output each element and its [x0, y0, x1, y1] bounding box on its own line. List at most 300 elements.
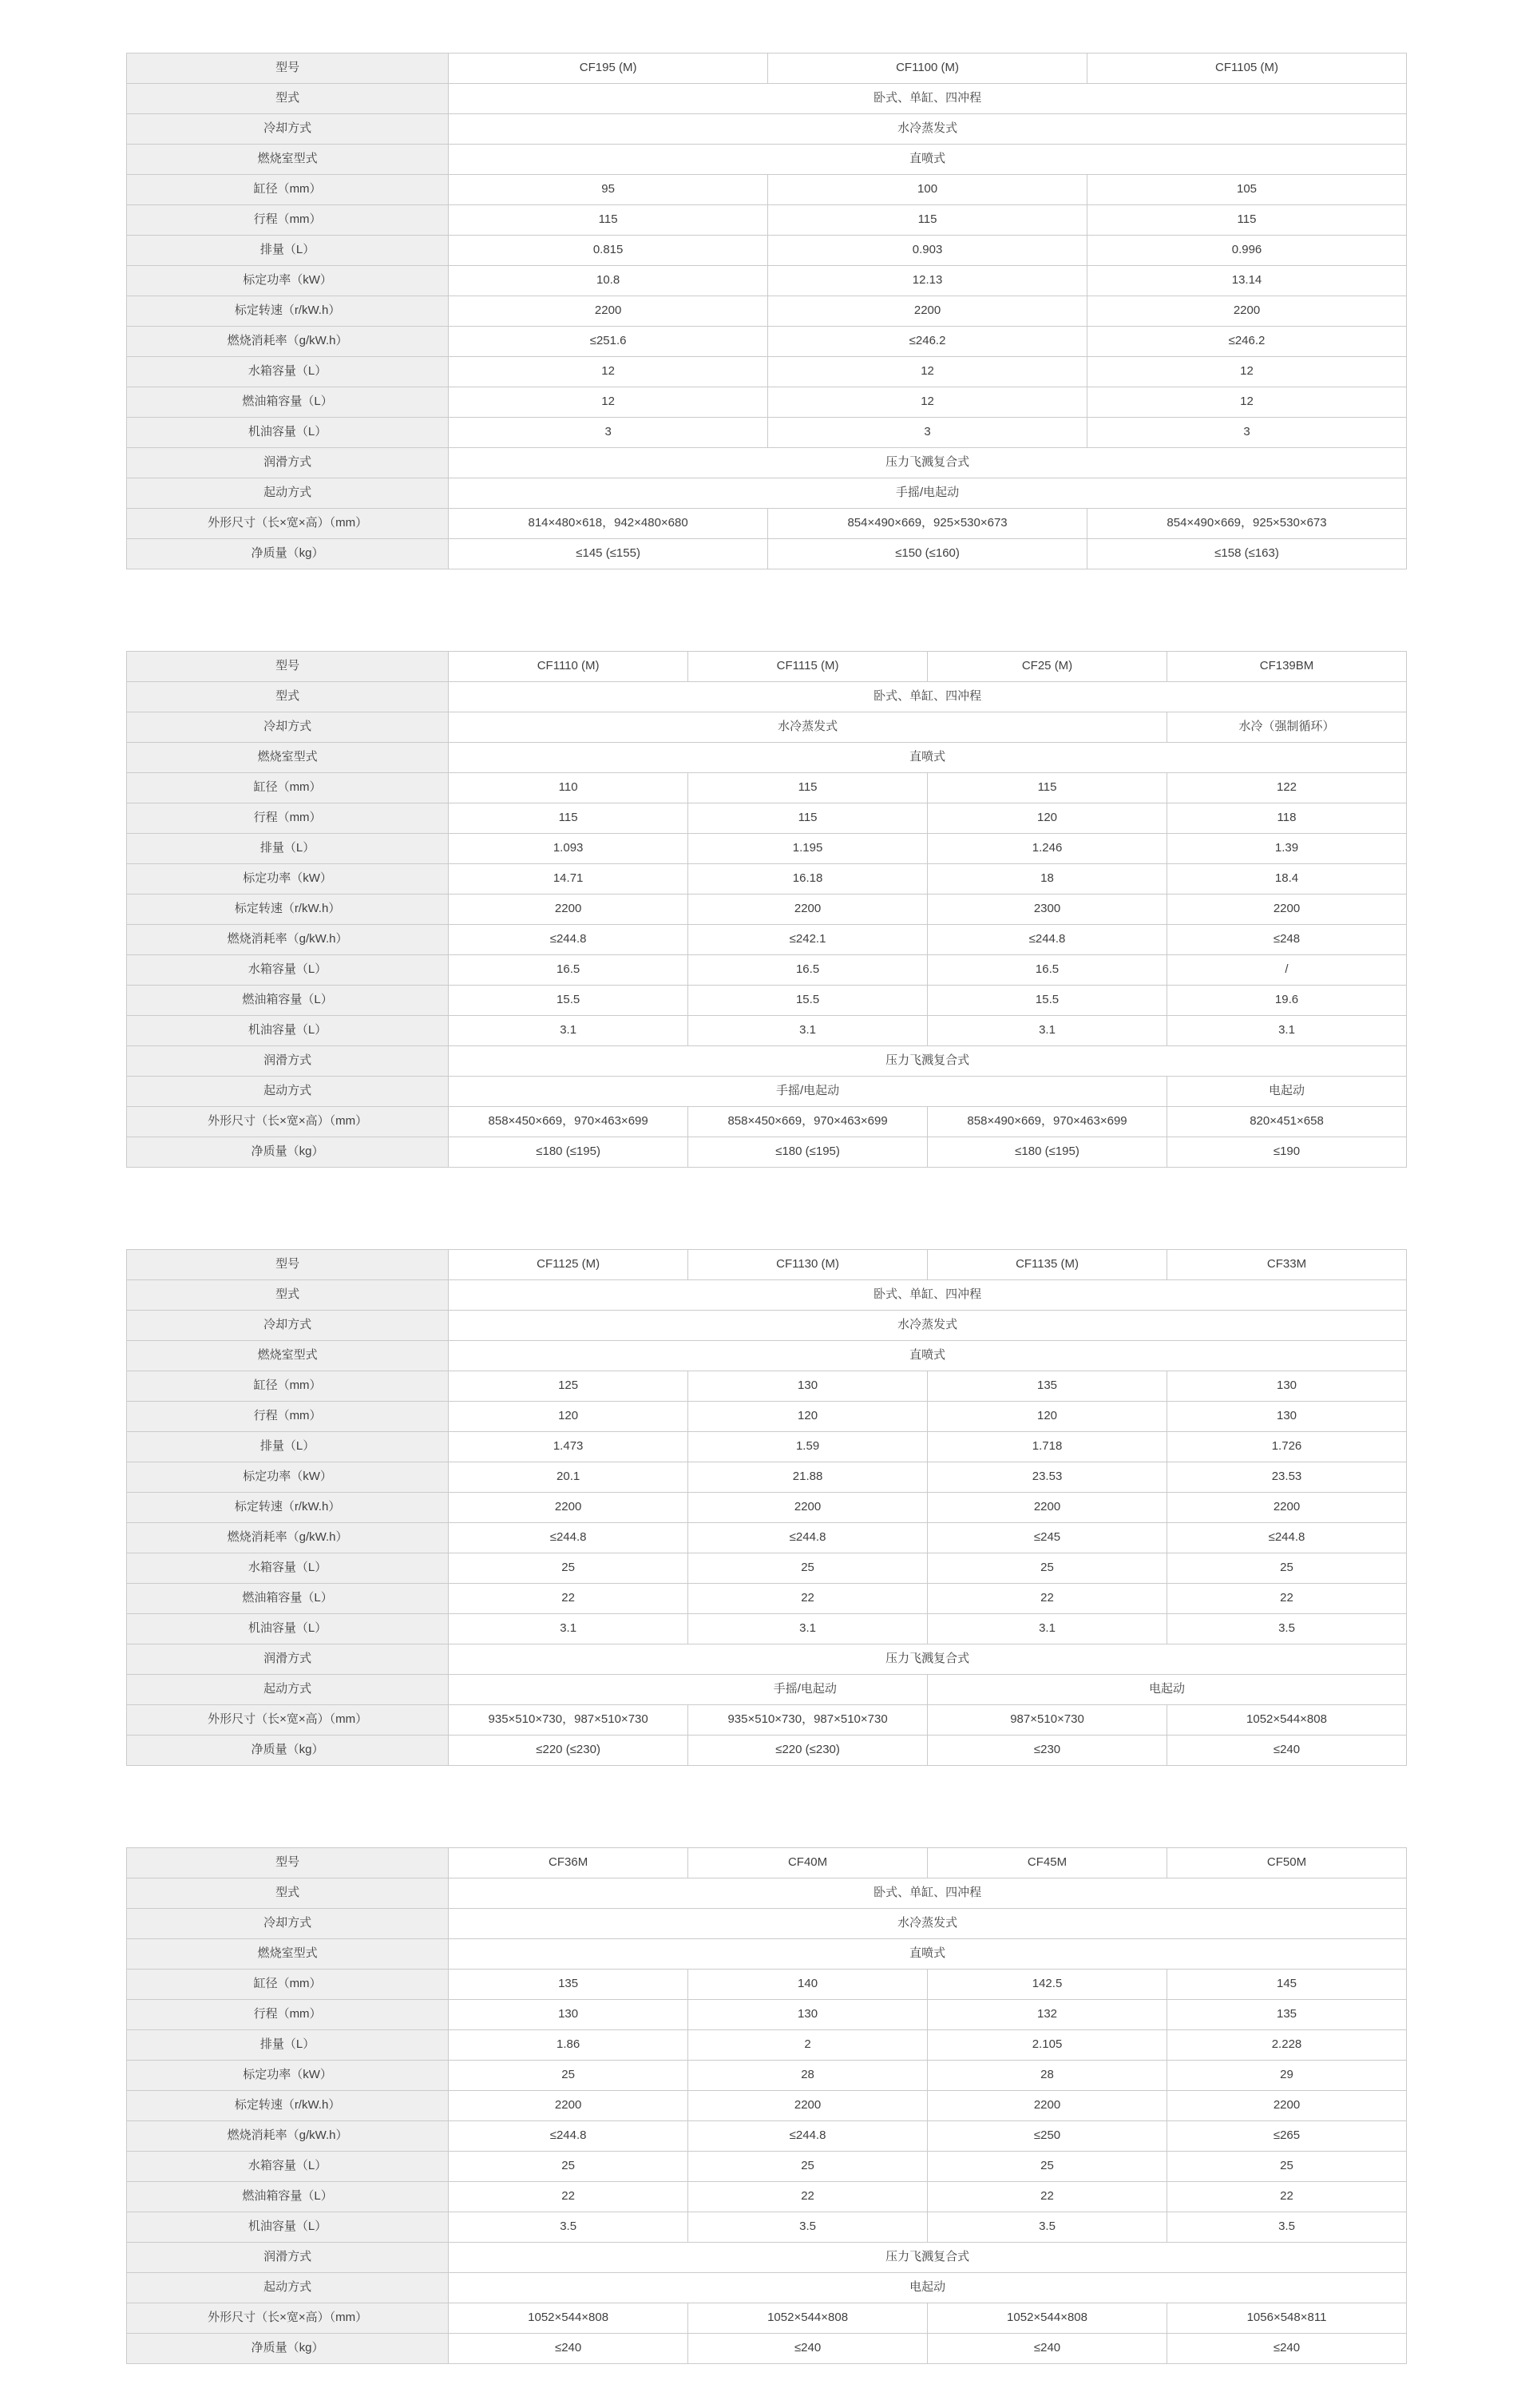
spec-row-lubrication	[127, 1046, 1407, 1077]
cell-dimensions-2: 935×510×730，987×510×730	[688, 1705, 928, 1736]
row-label-dimensions: 外形尺寸（长×宽×高）（mm）	[127, 1705, 449, 1736]
row-label-water-tank: 水箱容量（L）	[127, 357, 449, 387]
spec-row-starting	[127, 478, 1407, 509]
spec-table-4	[126, 1847, 1407, 2364]
cell-bore-2: 140	[688, 1970, 928, 2000]
cell-model-1: CF195 (M)	[449, 54, 768, 84]
cell-model-3: CF1105 (M)	[1087, 54, 1407, 84]
row-label-stroke: 行程（mm）	[127, 2000, 449, 2030]
row-label-water-tank: 水箱容量（L）	[127, 955, 449, 986]
cell-starting-1: 电起动	[449, 2273, 1407, 2303]
cell-bore-4: 130	[1167, 1371, 1407, 1402]
cell-oil-capacity-3: 3.5	[928, 2212, 1167, 2243]
cell-oil-capacity-4: 3.1	[1167, 1016, 1407, 1046]
cell-rated-speed-3: 2200	[928, 1493, 1167, 1523]
row-label-dimensions: 外形尺寸（长×宽×高）（mm）	[127, 2303, 449, 2334]
cell-rated-power-4: 18.4	[1167, 864, 1407, 895]
cell-model-2: CF1100 (M)	[768, 54, 1087, 84]
spec-row-rated-power	[127, 1462, 1407, 1493]
row-label-oil-capacity: 机油容量（L）	[127, 1614, 449, 1644]
cell-rated-power-1: 20.1	[449, 1462, 688, 1493]
row-label-water-tank: 水箱容量（L）	[127, 2152, 449, 2182]
cell-fuel-tank-2: 12	[768, 387, 1087, 418]
row-label-net-weight: 净质量（kg）	[127, 539, 449, 569]
cell-bore-2: 100	[768, 175, 1087, 205]
cell-bore-1: 135	[449, 1970, 688, 2000]
cell-stroke-1: 130	[449, 2000, 688, 2030]
cell-oil-capacity-1: 3.1	[449, 1016, 688, 1046]
cell-rated-speed-4: 2200	[1167, 895, 1407, 925]
row-label-fuel-tank: 燃油箱容量（L）	[127, 986, 449, 1016]
cell-dimensions-4: 1056×548×811	[1167, 2303, 1407, 2334]
cell-displacement-3: 1.246	[928, 834, 1167, 864]
cell-net-weight-4: ≤240	[1167, 2334, 1407, 2364]
spec-row-starting	[127, 1675, 1407, 1705]
cell-dimensions-1: 935×510×730，987×510×730	[449, 1705, 688, 1736]
cell-water-tank-3: 25	[928, 2152, 1167, 2182]
cell-rated-speed-3: 2200	[1087, 296, 1407, 327]
cell-model-1: CF1125 (M)	[449, 1250, 688, 1280]
cell-water-tank-3: 12	[1087, 357, 1407, 387]
cell-net-weight-1: ≤240	[449, 2334, 688, 2364]
spec-row-water-tank	[127, 2152, 1407, 2182]
row-label-displacement: 排量（L）	[127, 1432, 449, 1462]
spec-row-bore	[127, 1371, 1407, 1402]
cell-net-weight-3: ≤180 (≤195)	[928, 1137, 1167, 1168]
cell-net-weight-3: ≤240	[928, 2334, 1167, 2364]
cell-cooling-1: 水冷蒸发式	[449, 1311, 1407, 1341]
cell-stroke-1: 115	[449, 803, 688, 834]
cell-dimensions-2: 1052×544×808	[688, 2303, 928, 2334]
spec-row-water-tank	[127, 955, 1407, 986]
cell-fuel-tank-1: 12	[449, 387, 768, 418]
spec-row-model	[127, 1848, 1407, 1878]
row-label-type: 型式	[127, 682, 449, 712]
row-label-net-weight: 净质量（kg）	[127, 2334, 449, 2364]
row-label-net-weight: 净质量（kg）	[127, 1736, 449, 1766]
cell-cooling-1: 水冷蒸发式	[449, 712, 1167, 743]
spec-row-net-weight	[127, 1137, 1407, 1168]
spec-row-bore	[127, 1970, 1407, 2000]
cell-rated-power-4: 29	[1167, 2061, 1407, 2091]
cell-fuel-tank-4: 22	[1167, 2182, 1407, 2212]
cell-displacement-3: 2.105	[928, 2030, 1167, 2061]
row-label-lubrication: 润滑方式	[127, 1046, 449, 1077]
cell-water-tank-4: 25	[1167, 2152, 1407, 2182]
cell-fuel-tank-3: 22	[928, 1584, 1167, 1614]
cell-oil-capacity-3: 3.1	[928, 1614, 1167, 1644]
cell-fuel-consumption-3: ≤246.2	[1087, 327, 1407, 357]
cell-bore-3: 115	[928, 773, 1167, 803]
row-label-cooling: 冷却方式	[127, 712, 449, 743]
cell-model-4: CF33M	[1167, 1250, 1407, 1280]
cell-type-1: 卧式、单缸、四冲程	[449, 1878, 1407, 1909]
cell-type-1: 卧式、单缸、四冲程	[449, 682, 1407, 712]
cell-oil-capacity-3: 3.1	[928, 1016, 1167, 1046]
cell-rated-power-4: 23.53	[1167, 1462, 1407, 1493]
cell-water-tank-1: 12	[449, 357, 768, 387]
cell-rated-speed-4: 2200	[1167, 1493, 1407, 1523]
spec-row-fuel-consumption	[127, 2121, 1407, 2152]
cell-starting-1: 手摇/电起动	[449, 1077, 1167, 1107]
cell-rated-speed-3: 2200	[928, 2091, 1167, 2121]
cell-stroke-2: 115	[688, 803, 928, 834]
cell-fuel-tank-1: 22	[449, 2182, 688, 2212]
spec-row-fuel-tank	[127, 1584, 1407, 1614]
cell-net-weight-1: ≤220 (≤230)	[449, 1736, 688, 1766]
cell-water-tank-1: 25	[449, 2152, 688, 2182]
cell-stroke-1: 120	[449, 1402, 688, 1432]
row-label-rated-speed: 标定转速（r/kW.h）	[127, 296, 449, 327]
cell-dimensions-1: 1052×544×808	[449, 2303, 688, 2334]
spec-row-bore	[127, 175, 1407, 205]
cell-water-tank-4: /	[1167, 955, 1407, 986]
cell-dimensions-1: 814×480×618，942×480×680	[449, 509, 768, 539]
spec-row-lubrication	[127, 1644, 1407, 1675]
cell-rated-power-1: 25	[449, 2061, 688, 2091]
row-label-starting: 起动方式	[127, 1077, 449, 1107]
spec-row-lubrication	[127, 2243, 1407, 2273]
cell-combustion-chamber-1: 直喷式	[449, 145, 1407, 175]
row-label-model: 型号	[127, 1848, 449, 1878]
cell-stroke-2: 130	[688, 2000, 928, 2030]
cell-model-3: CF45M	[928, 1848, 1167, 1878]
spec-row-stroke	[127, 803, 1407, 834]
cell-displacement-4: 1.39	[1167, 834, 1407, 864]
cell-net-weight-1: ≤180 (≤195)	[449, 1137, 688, 1168]
row-label-fuel-tank: 燃油箱容量（L）	[127, 1584, 449, 1614]
spec-row-fuel-tank	[127, 387, 1407, 418]
cell-combustion-chamber-1: 直喷式	[449, 1939, 1407, 1970]
cell-bore-4: 145	[1167, 1970, 1407, 2000]
row-label-dimensions: 外形尺寸（长×宽×高）（mm）	[127, 1107, 449, 1137]
row-label-water-tank: 水箱容量（L）	[127, 1553, 449, 1584]
spec-table-1	[126, 53, 1407, 569]
cell-net-weight-3: ≤158 (≤163)	[1087, 539, 1407, 569]
cell-fuel-tank-3: 22	[928, 2182, 1167, 2212]
cell-model-2: CF1115 (M)	[688, 652, 928, 682]
row-label-fuel-tank: 燃油箱容量（L）	[127, 2182, 449, 2212]
cell-oil-capacity-1: 3	[449, 418, 768, 448]
cell-type-1: 卧式、单缸、四冲程	[449, 1280, 1407, 1311]
cell-net-weight-2: ≤180 (≤195)	[688, 1137, 928, 1168]
cell-rated-power-1: 14.71	[449, 864, 688, 895]
spec-row-starting	[127, 2273, 1407, 2303]
spec-row-oil-capacity	[127, 2212, 1407, 2243]
spec-row-displacement	[127, 834, 1407, 864]
row-label-displacement: 排量（L）	[127, 2030, 449, 2061]
cell-model-2: CF40M	[688, 1848, 928, 1878]
spec-row-rated-power	[127, 266, 1407, 296]
cell-water-tank-3: 25	[928, 1553, 1167, 1584]
cell-bore-1: 95	[449, 175, 768, 205]
row-label-combustion-chamber: 燃烧室型式	[127, 743, 449, 773]
spec-row-dimensions	[127, 509, 1407, 539]
row-label-combustion-chamber: 燃烧室型式	[127, 1939, 449, 1970]
cell-rated-speed-1: 2200	[449, 895, 688, 925]
row-label-rated-speed: 标定转速（r/kW.h）	[127, 2091, 449, 2121]
cell-stroke-2: 120	[688, 1402, 928, 1432]
cell-bore-1: 110	[449, 773, 688, 803]
spec-tables-container	[126, 53, 1407, 2364]
cell-oil-capacity-2: 3.1	[688, 1016, 928, 1046]
cell-displacement-2: 1.59	[688, 1432, 928, 1462]
cell-bore-4: 122	[1167, 773, 1407, 803]
cell-rated-speed-3: 2300	[928, 895, 1167, 925]
cell-lubrication-1: 压力飞溅复合式	[449, 1046, 1407, 1077]
cell-fuel-consumption-2: ≤244.8	[688, 1523, 928, 1553]
cell-fuel-consumption-1: ≤244.8	[449, 2121, 688, 2152]
cell-lubrication-1: 压力飞溅复合式	[449, 2243, 1407, 2273]
row-label-rated-power: 标定功率（kW）	[127, 2061, 449, 2091]
spec-row-starting	[127, 1077, 1407, 1107]
cell-water-tank-2: 16.5	[688, 955, 928, 986]
spec-row-net-weight	[127, 1736, 1407, 1766]
spec-row-type	[127, 84, 1407, 114]
cell-combustion-chamber-1: 直喷式	[449, 1341, 1407, 1371]
cell-stroke-3: 120	[928, 1402, 1167, 1432]
cell-fuel-consumption-3: ≤244.8	[928, 925, 1167, 955]
cell-dimensions-3: 858×490×669，970×463×699	[928, 1107, 1167, 1137]
cell-fuel-consumption-1: ≤244.8	[449, 925, 688, 955]
row-label-lubrication: 润滑方式	[127, 1644, 449, 1675]
spec-row-net-weight	[127, 2334, 1407, 2364]
cell-fuel-consumption-3: ≤250	[928, 2121, 1167, 2152]
cell-bore-3: 105	[1087, 175, 1407, 205]
spec-row-water-tank	[127, 1553, 1407, 1584]
cell-oil-capacity-2: 3	[768, 418, 1087, 448]
cell-model-1: CF1110 (M)	[449, 652, 688, 682]
row-label-oil-capacity: 机油容量（L）	[127, 418, 449, 448]
cell-model-2: CF1130 (M)	[688, 1250, 928, 1280]
row-label-starting: 起动方式	[127, 478, 449, 509]
cell-stroke-4: 130	[1167, 1402, 1407, 1432]
cell-rated-power-2: 28	[688, 2061, 928, 2091]
row-label-rated-power: 标定功率（kW）	[127, 266, 449, 296]
spec-row-type	[127, 1280, 1407, 1311]
spec-row-type	[127, 682, 1407, 712]
row-label-net-weight: 净质量（kg）	[127, 1137, 449, 1168]
spec-row-cooling	[127, 114, 1407, 145]
row-label-stroke: 行程（mm）	[127, 1402, 449, 1432]
row-label-starting: 起动方式	[127, 1675, 449, 1705]
row-label-bore: 缸径（mm）	[127, 773, 449, 803]
row-label-fuel-tank: 燃油箱容量（L）	[127, 387, 449, 418]
cell-oil-capacity-1: 3.1	[449, 1614, 688, 1644]
cell-fuel-consumption-2: ≤244.8	[688, 2121, 928, 2152]
cell-fuel-tank-4: 22	[1167, 1584, 1407, 1614]
spec-row-fuel-consumption	[127, 925, 1407, 955]
row-label-fuel-consumption: 燃烧消耗率（g/kW.h）	[127, 1523, 449, 1553]
row-label-fuel-consumption: 燃烧消耗率（g/kW.h）	[127, 2121, 449, 2152]
cell-rated-power-2: 21.88	[688, 1462, 928, 1493]
cell-model-4: CF50M	[1167, 1848, 1407, 1878]
cell-net-weight-2: ≤150 (≤160)	[768, 539, 1087, 569]
cell-rated-speed-2: 2200	[688, 1493, 928, 1523]
spec-row-model	[127, 54, 1407, 84]
cell-stroke-1: 115	[449, 205, 768, 236]
cell-fuel-consumption-4: ≤265	[1167, 2121, 1407, 2152]
spec-row-model	[127, 1250, 1407, 1280]
cell-oil-capacity-3: 3	[1087, 418, 1407, 448]
spec-row-dimensions	[127, 1705, 1407, 1736]
spec-row-type	[127, 1878, 1407, 1909]
cell-fuel-consumption-2: ≤242.1	[688, 925, 928, 955]
cell-fuel-tank-2: 15.5	[688, 986, 928, 1016]
cell-combustion-chamber-1: 直喷式	[449, 743, 1407, 773]
row-label-type: 型式	[127, 1878, 449, 1909]
cell-fuel-consumption-4: ≤248	[1167, 925, 1407, 955]
spec-row-rated-speed	[127, 895, 1407, 925]
spec-row-fuel-tank	[127, 986, 1407, 1016]
cell-stroke-3: 120	[928, 803, 1167, 834]
cell-text: 手摇/电起动	[773, 1682, 837, 1696]
row-label-combustion-chamber: 燃烧室型式	[127, 145, 449, 175]
row-label-stroke: 行程（mm）	[127, 205, 449, 236]
row-label-rated-speed: 标定转速（r/kW.h）	[127, 895, 449, 925]
spec-row-dimensions	[127, 1107, 1407, 1137]
cell-net-weight-4: ≤240	[1167, 1736, 1407, 1766]
cell-displacement-2: 1.195	[688, 834, 928, 864]
cell-displacement-2: 0.903	[768, 236, 1087, 266]
spec-row-stroke	[127, 1402, 1407, 1432]
cell-net-weight-4: ≤190	[1167, 1137, 1407, 1168]
cell-water-tank-4: 25	[1167, 1553, 1407, 1584]
cell-net-weight-3: ≤230	[928, 1736, 1167, 1766]
row-label-model: 型号	[127, 1250, 449, 1280]
row-label-bore: 缸径（mm）	[127, 1970, 449, 2000]
row-label-starting: 起动方式	[127, 2273, 449, 2303]
cell-stroke-3: 132	[928, 2000, 1167, 2030]
cell-displacement-3: 1.718	[928, 1432, 1167, 1462]
spec-row-cooling	[127, 1909, 1407, 1939]
cell-rated-power-3: 18	[928, 864, 1167, 895]
cell-fuel-tank-1: 22	[449, 1584, 688, 1614]
spec-row-model	[127, 652, 1407, 682]
spec-row-rated-speed	[127, 2091, 1407, 2121]
cell-bore-2: 115	[688, 773, 928, 803]
cell-water-tank-2: 25	[688, 2152, 928, 2182]
spec-row-combustion-chamber	[127, 145, 1407, 175]
cell-model-3: CF1135 (M)	[928, 1250, 1167, 1280]
cell-water-tank-2: 12	[768, 357, 1087, 387]
cell-oil-capacity-4: 3.5	[1167, 2212, 1407, 2243]
cell-displacement-1: 0.815	[449, 236, 768, 266]
cell-displacement-4: 2.228	[1167, 2030, 1407, 2061]
row-label-oil-capacity: 机油容量（L）	[127, 2212, 449, 2243]
cell-rated-power-1: 10.8	[449, 266, 768, 296]
cell-rated-power-3: 28	[928, 2061, 1167, 2091]
cell-fuel-consumption-1: ≤251.6	[449, 327, 768, 357]
cell-rated-speed-1: 2200	[449, 2091, 688, 2121]
cell-dimensions-1: 858×450×669，970×463×699	[449, 1107, 688, 1137]
cell-displacement-4: 1.726	[1167, 1432, 1407, 1462]
cell-rated-power-2: 16.18	[688, 864, 928, 895]
cell-rated-power-3: 23.53	[928, 1462, 1167, 1493]
cell-bore-3: 135	[928, 1371, 1167, 1402]
spec-row-oil-capacity	[127, 1614, 1407, 1644]
cell-water-tank-3: 16.5	[928, 955, 1167, 986]
cell-stroke-4: 118	[1167, 803, 1407, 834]
cell-bore-1: 125	[449, 1371, 688, 1402]
spec-row-combustion-chamber	[127, 1341, 1407, 1371]
cell-fuel-tank-2: 22	[688, 2182, 928, 2212]
cell-net-weight-1: ≤145 (≤155)	[449, 539, 768, 569]
cell-dimensions-2: 854×490×669，925×530×673	[768, 509, 1087, 539]
cell-net-weight-2: ≤240	[688, 2334, 928, 2364]
cell-dimensions-3: 1052×544×808	[928, 2303, 1167, 2334]
row-label-stroke: 行程（mm）	[127, 803, 449, 834]
spec-row-fuel-tank	[127, 2182, 1407, 2212]
cell-displacement-1: 1.093	[449, 834, 688, 864]
spec-row-cooling	[127, 1311, 1407, 1341]
row-label-model: 型号	[127, 652, 449, 682]
spec-row-rated-power	[127, 2061, 1407, 2091]
cell-fuel-tank-2: 22	[688, 1584, 928, 1614]
cell-starting-1	[449, 1675, 928, 1705]
cell-displacement-1: 1.86	[449, 2030, 688, 2061]
cell-lubrication-1: 压力飞溅复合式	[449, 448, 1407, 478]
cell-model-4: CF139BM	[1167, 652, 1407, 682]
cell-stroke-4: 135	[1167, 2000, 1407, 2030]
row-label-cooling: 冷却方式	[127, 1311, 449, 1341]
cell-water-tank-2: 25	[688, 1553, 928, 1584]
cell-net-weight-2: ≤220 (≤230)	[688, 1736, 928, 1766]
cell-dimensions-2: 858×450×669，970×463×699	[688, 1107, 928, 1137]
cell-dimensions-4: 1052×544×808	[1167, 1705, 1407, 1736]
cell-fuel-tank-3: 15.5	[928, 986, 1167, 1016]
cell-fuel-tank-4: 19.6	[1167, 986, 1407, 1016]
row-label-dimensions: 外形尺寸（长×宽×高）（mm）	[127, 509, 449, 539]
cell-displacement-2: 2	[688, 2030, 928, 2061]
cell-model-3: CF25 (M)	[928, 652, 1167, 682]
cell-bore-3: 142.5	[928, 1970, 1167, 2000]
cell-displacement-1: 1.473	[449, 1432, 688, 1462]
row-label-displacement: 排量（L）	[127, 236, 449, 266]
spec-row-lubrication	[127, 448, 1407, 478]
spec-row-oil-capacity	[127, 1016, 1407, 1046]
row-label-rated-power: 标定功率（kW）	[127, 864, 449, 895]
cell-dimensions-3: 987×510×730	[928, 1705, 1167, 1736]
spec-row-stroke	[127, 2000, 1407, 2030]
cell-rated-power-3: 13.14	[1087, 266, 1407, 296]
spec-row-rated-speed	[127, 1493, 1407, 1523]
cell-cooling-1: 水冷蒸发式	[449, 114, 1407, 145]
cell-fuel-consumption-2: ≤246.2	[768, 327, 1087, 357]
spec-row-water-tank	[127, 357, 1407, 387]
spec-row-dimensions	[127, 2303, 1407, 2334]
cell-oil-capacity-1: 3.5	[449, 2212, 688, 2243]
cell-displacement-3: 0.996	[1087, 236, 1407, 266]
row-label-type: 型式	[127, 1280, 449, 1311]
spec-row-fuel-consumption	[127, 1523, 1407, 1553]
spec-row-net-weight	[127, 539, 1407, 569]
cell-water-tank-1: 16.5	[449, 955, 688, 986]
spec-row-combustion-chamber	[127, 743, 1407, 773]
spec-row-rated-speed	[127, 296, 1407, 327]
spec-row-fuel-consumption	[127, 327, 1407, 357]
cell-type-1: 卧式、单缸、四冲程	[449, 84, 1407, 114]
row-label-oil-capacity: 机油容量（L）	[127, 1016, 449, 1046]
cell-fuel-tank-3: 12	[1087, 387, 1407, 418]
cell-rated-power-2: 12.13	[768, 266, 1087, 296]
row-label-combustion-chamber: 燃烧室型式	[127, 1341, 449, 1371]
cell-rated-speed-2: 2200	[768, 296, 1087, 327]
cell-water-tank-1: 25	[449, 1553, 688, 1584]
cell-stroke-2: 115	[768, 205, 1087, 236]
cell-rated-speed-4: 2200	[1167, 2091, 1407, 2121]
row-label-type: 型式	[127, 84, 449, 114]
